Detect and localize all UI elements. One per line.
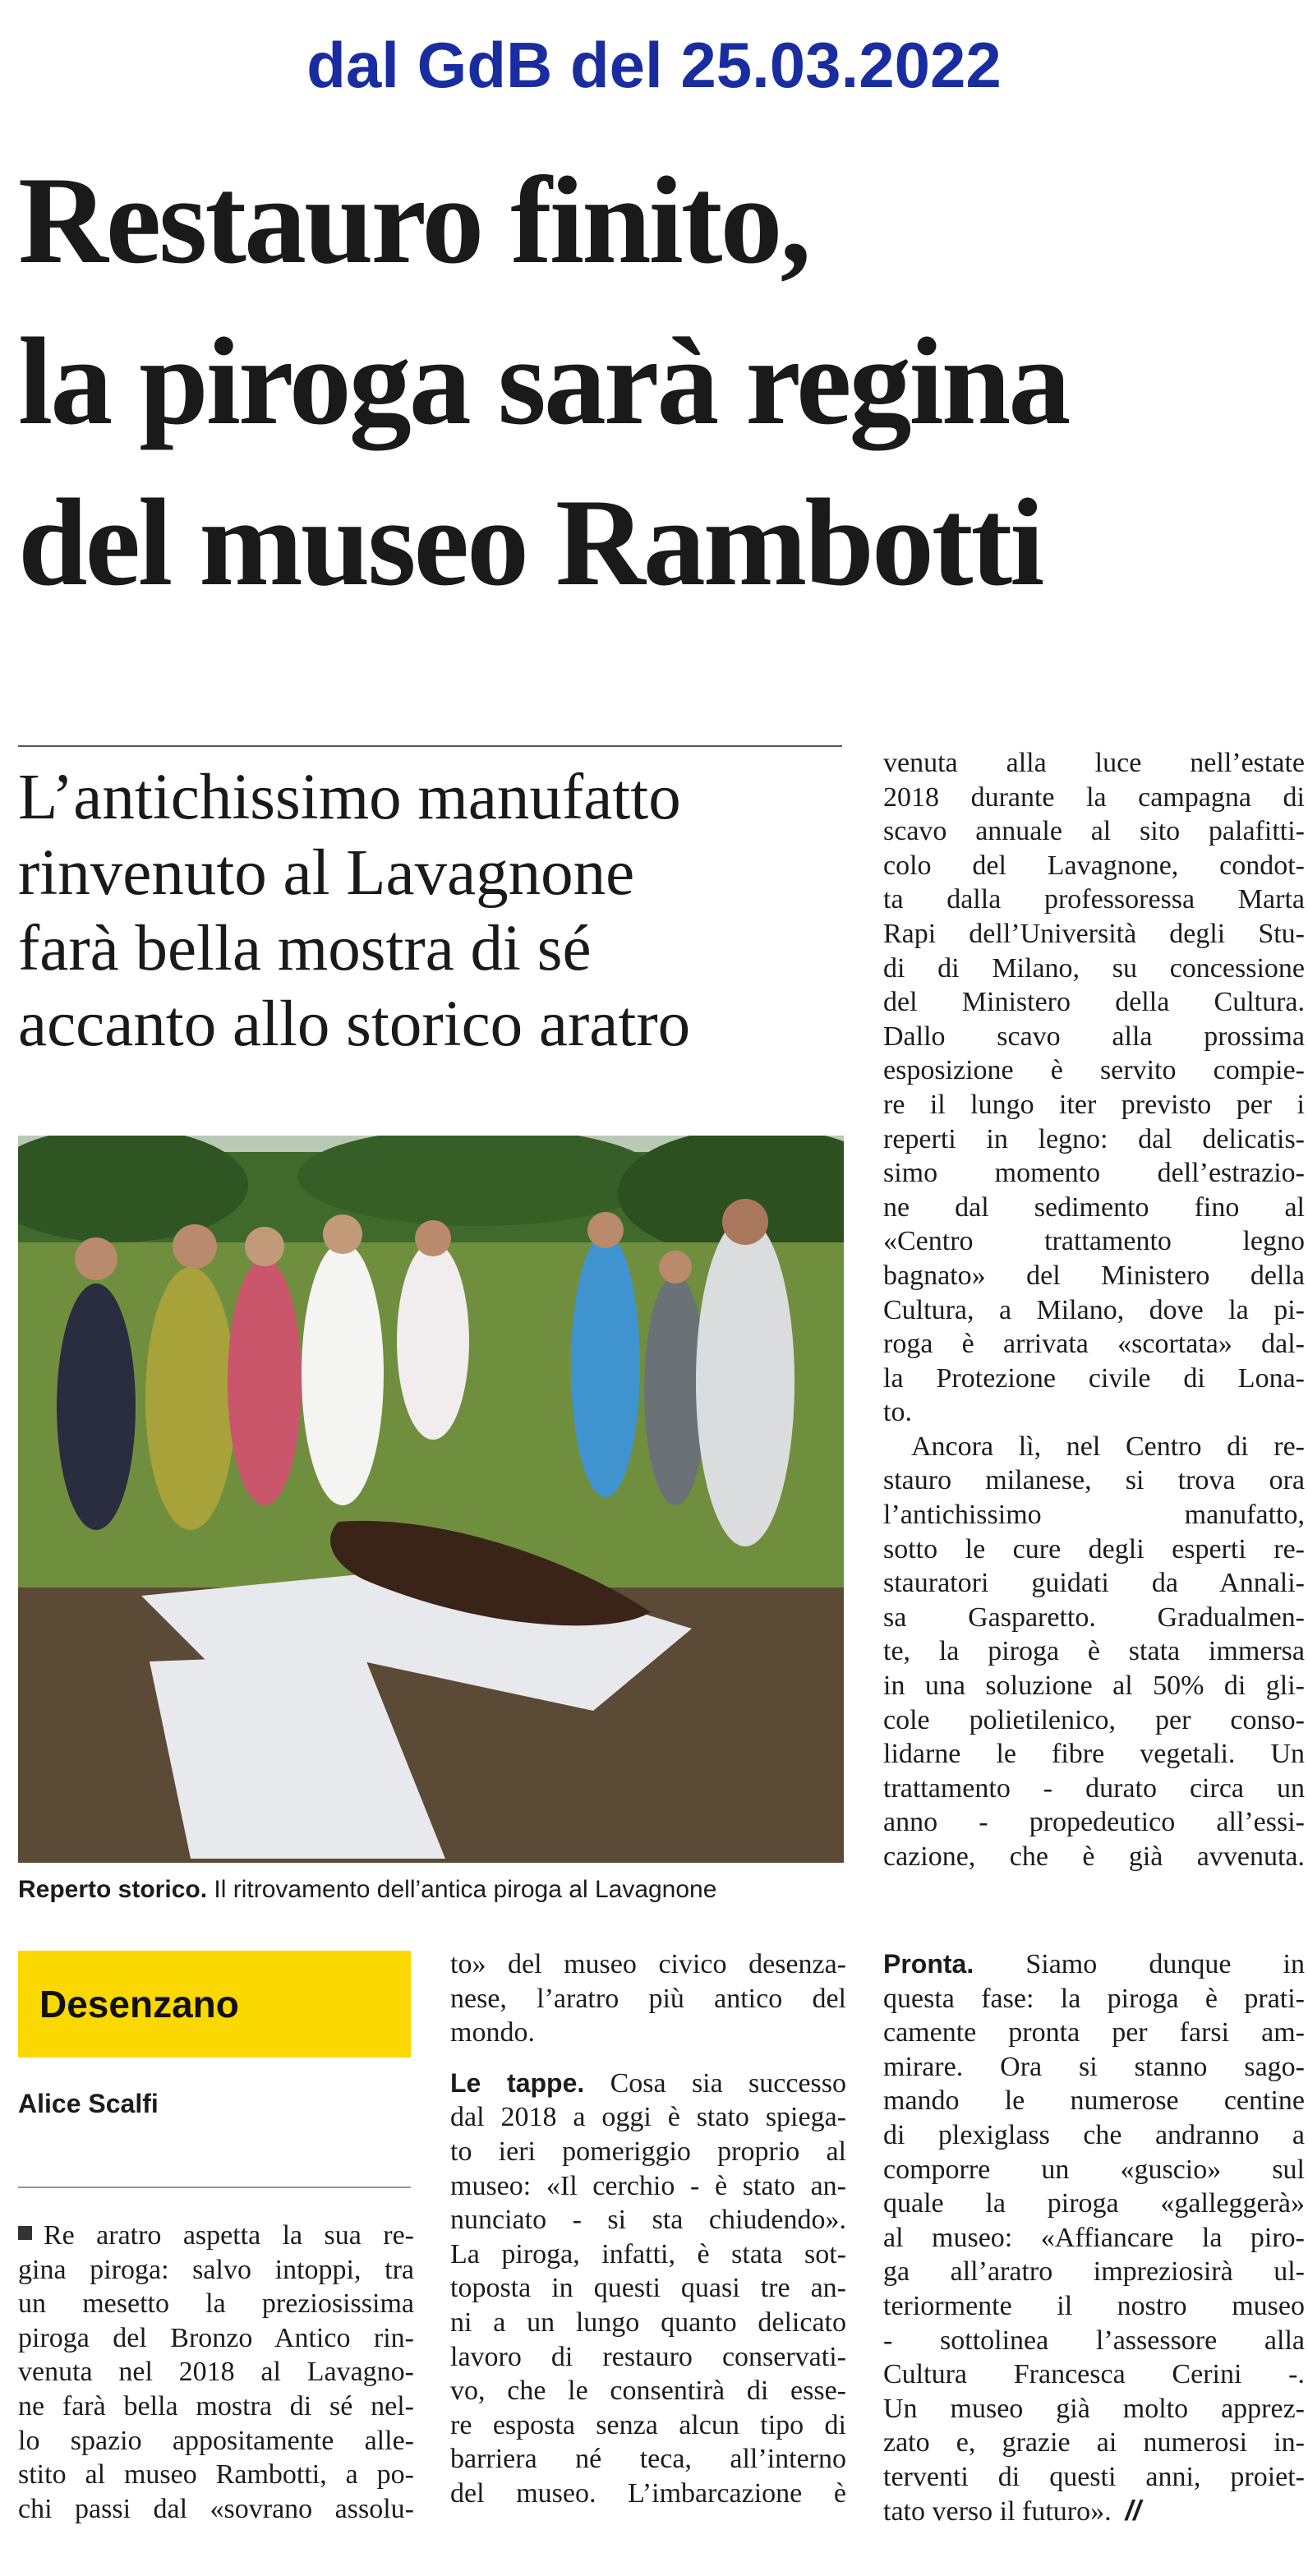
divider <box>18 2187 411 2188</box>
text-line: in una soluzione al 50% di gli- <box>883 1670 1305 1702</box>
text-line: to ieri pomeriggio proprio al <box>450 2136 846 2167</box>
text-line: comporre un «guscio» sul <box>883 2154 1305 2185</box>
text-line: re il lungo iter previsto per i <box>883 1089 1305 1120</box>
text-line: al museo: «Affiancare la piro- <box>883 2222 1305 2253</box>
text-line: dal 2018 a oggi è stato spiega- <box>450 2102 846 2133</box>
photo-caption <box>18 1873 848 1906</box>
section-label: Desenzano <box>39 1983 239 2025</box>
text-line: toposta in questi quasi tre an- <box>450 2273 846 2304</box>
article-photo <box>18 1136 844 1863</box>
text-line: to» del museo civico desenza- <box>450 1949 846 1979</box>
text-line: lidarne le fibre vegetali. Un <box>883 1739 1305 1770</box>
text-line: lo spazio appositamente alle- <box>18 2425 414 2456</box>
headline-line: Restauro finito, <box>18 151 809 289</box>
text-line: questa fase: la piroga è prati- <box>883 1983 1305 2014</box>
author-byline: Alice Scalfi <box>18 2089 159 2118</box>
text-line: mirare. Ora si stanno sago- <box>883 2051 1305 2082</box>
text-line: di di Milano, su concessione <box>883 952 1305 984</box>
text-line: anno - propedeutico all’essi- <box>883 1807 1305 1838</box>
text-line: ne farà bella mostra di sé nel- <box>18 2390 414 2422</box>
text-line <box>883 2495 1305 2529</box>
text-line: re esposta senza alcun tipo di <box>450 2409 846 2440</box>
caption-lead: Reperto storico. <box>18 1876 208 1903</box>
text-line: ta dalla professoressa Marta <box>883 884 1305 915</box>
text-line: ne dal sedimento fino al <box>883 1191 1305 1223</box>
text-line: reperti in legno: dal delicatis- <box>883 1123 1305 1154</box>
subheadline-line: rinvenuto al Lavagnone <box>18 837 635 909</box>
text-line: mando le numerose centine <box>883 2085 1305 2117</box>
text-line: te, la piroga è stata immersa <box>883 1636 1305 1667</box>
article-column-right-bottom <box>883 1947 1305 2528</box>
text-line: gina piroga: salvo intoppi, tra <box>18 2254 414 2285</box>
text-line: scavo annuale al sito palafitti- <box>883 816 1305 847</box>
text-line: vo, che le consentirà di esse- <box>450 2376 846 2407</box>
text-line: terventi di questi anni, proiet- <box>883 2461 1305 2492</box>
text-line: nese, l’aratro più antico del <box>450 1983 846 2014</box>
text-line: museo: «Il cerchio - è stato an- <box>450 2170 846 2201</box>
text-line: esposizione è servito compie- <box>883 1055 1305 1086</box>
end-mark: // <box>1125 2495 1141 2527</box>
section-tag <box>18 1951 411 2058</box>
article-column-left <box>18 2219 414 2526</box>
text-line: venuta alla luce nell’estate <box>883 748 1305 778</box>
text-line: sotto le cure degli esperti re- <box>883 1533 1305 1564</box>
text-line: Un museo già molto apprez- <box>883 2393 1305 2424</box>
text-line: del museo. L’imbarcazione è <box>450 2477 846 2509</box>
text-line: barriera né teca, all’interno <box>450 2444 846 2475</box>
text-line: Ancora lì, nel Centro di re- <box>911 1431 1305 1462</box>
text-line: di plexiglass che andranno a <box>883 2119 1305 2150</box>
text-line-content: Siamo dunque in <box>974 1949 1305 1979</box>
text-line: l’antichissimo manufatto, <box>883 1500 1305 1531</box>
text-line: trattamento - durato circa un <box>883 1772 1305 1804</box>
photo-illustration <box>18 1136 844 1863</box>
text-line: Rapi dell’Università degli Stu- <box>883 918 1305 949</box>
text-line: bagnato» del Ministero della <box>883 1260 1305 1291</box>
text-line-content: tato verso il futuro». <box>883 2495 1112 2527</box>
text-line: un mesetto la preziosissima <box>18 2288 414 2320</box>
text-line: zato e, grazie ai numerosi in- <box>883 2427 1305 2458</box>
text-line: «Centro trattamento legno <box>883 1226 1305 1257</box>
text-line: teriormente il nostro museo <box>883 2290 1305 2321</box>
subheadline-line: L’antichissimo manufatto <box>18 762 681 833</box>
text-line: stauratori guidati da Annali- <box>883 1568 1305 1599</box>
text-line: to. <box>883 1397 912 1428</box>
text-line: La piroga, infatti, è stata sot- <box>450 2238 846 2270</box>
headline <box>18 140 1300 623</box>
text-line-content: Re aratro aspetta la sua re- <box>44 2220 414 2251</box>
text-line <box>450 2067 846 2101</box>
paragraph-lead: Le tappe. <box>450 2067 585 2098</box>
text-line: venuta nel 2018 al Lavagno- <box>18 2357 414 2388</box>
text-line-content: Cosa sia successo <box>584 2067 846 2099</box>
text-line: Cultura Francesca Cerini -. <box>883 2359 1305 2390</box>
source-line: dal GdB del 25.03.2022 <box>306 29 1002 101</box>
paragraph-lead: Pronta. <box>883 1949 974 1979</box>
text-line: colo del Lavagnone, condot- <box>883 850 1305 881</box>
text-line: ni a un lungo quanto delicato <box>450 2306 846 2338</box>
text-line: del Ministero della Cultura. <box>883 987 1305 1018</box>
text-line: la Protezione civile di Lona- <box>883 1362 1305 1394</box>
text-line <box>883 1947 1305 1982</box>
article-column-middle <box>450 1947 846 2511</box>
text-line <box>18 2219 414 2253</box>
subheadline-line: accanto allo storico aratro <box>18 988 691 1060</box>
headline-line: la piroga sarà regina <box>18 312 1069 450</box>
text-line: sa Gasparetto. Gradualmen- <box>883 1601 1305 1633</box>
article-column-right <box>883 746 1305 1874</box>
divider <box>18 745 842 747</box>
caption-text: Il ritrovamento dell’antica piroga al Lavagnone <box>207 1876 717 1903</box>
text-line: stauro milanese, si trova ora <box>883 1465 1305 1496</box>
text-line: simo momento dell’estrazio- <box>883 1158 1305 1189</box>
text-line: nunciato - si sta chiudendo». <box>450 2205 846 2236</box>
text-line: chi passi dal «sovrano assolu- <box>18 2493 414 2524</box>
subheadline-line: farà bella mostra di sé <box>18 913 592 984</box>
text-line: cazione, che è già avvenuta. <box>883 1841 1305 1872</box>
bullet-square <box>18 2226 32 2240</box>
text-line: roga è arrivata «scortata» dal- <box>883 1329 1305 1360</box>
text-line: Cultura, a Milano, dove la pi- <box>883 1294 1305 1325</box>
text-line: lavoro di restauro conservati- <box>450 2341 846 2372</box>
text-line: piroga del Bronzo Antico rin- <box>18 2322 414 2353</box>
paragraph-gap <box>450 2050 846 2067</box>
headline-line: del museo Rambotti <box>18 473 1043 611</box>
subheadline <box>18 760 848 1062</box>
text-line: - sottolinea l’assessore alla <box>883 2325 1305 2356</box>
text-line: quale la piroga «galleggerà» <box>883 2188 1305 2219</box>
text-line: camente pronta per farsi am- <box>883 2017 1305 2048</box>
text-line: stito al museo Rambotti, a po- <box>18 2459 414 2491</box>
text-line: 2018 durante la campagna di <box>883 781 1305 813</box>
text-line: cole polietilenico, per conso- <box>883 1704 1305 1735</box>
text-line: Dallo scavo alla prossima <box>883 1021 1305 1052</box>
text-line: ga all’aratro impreziosirà ul- <box>883 2256 1305 2288</box>
text-line: mondo. <box>450 2017 535 2048</box>
